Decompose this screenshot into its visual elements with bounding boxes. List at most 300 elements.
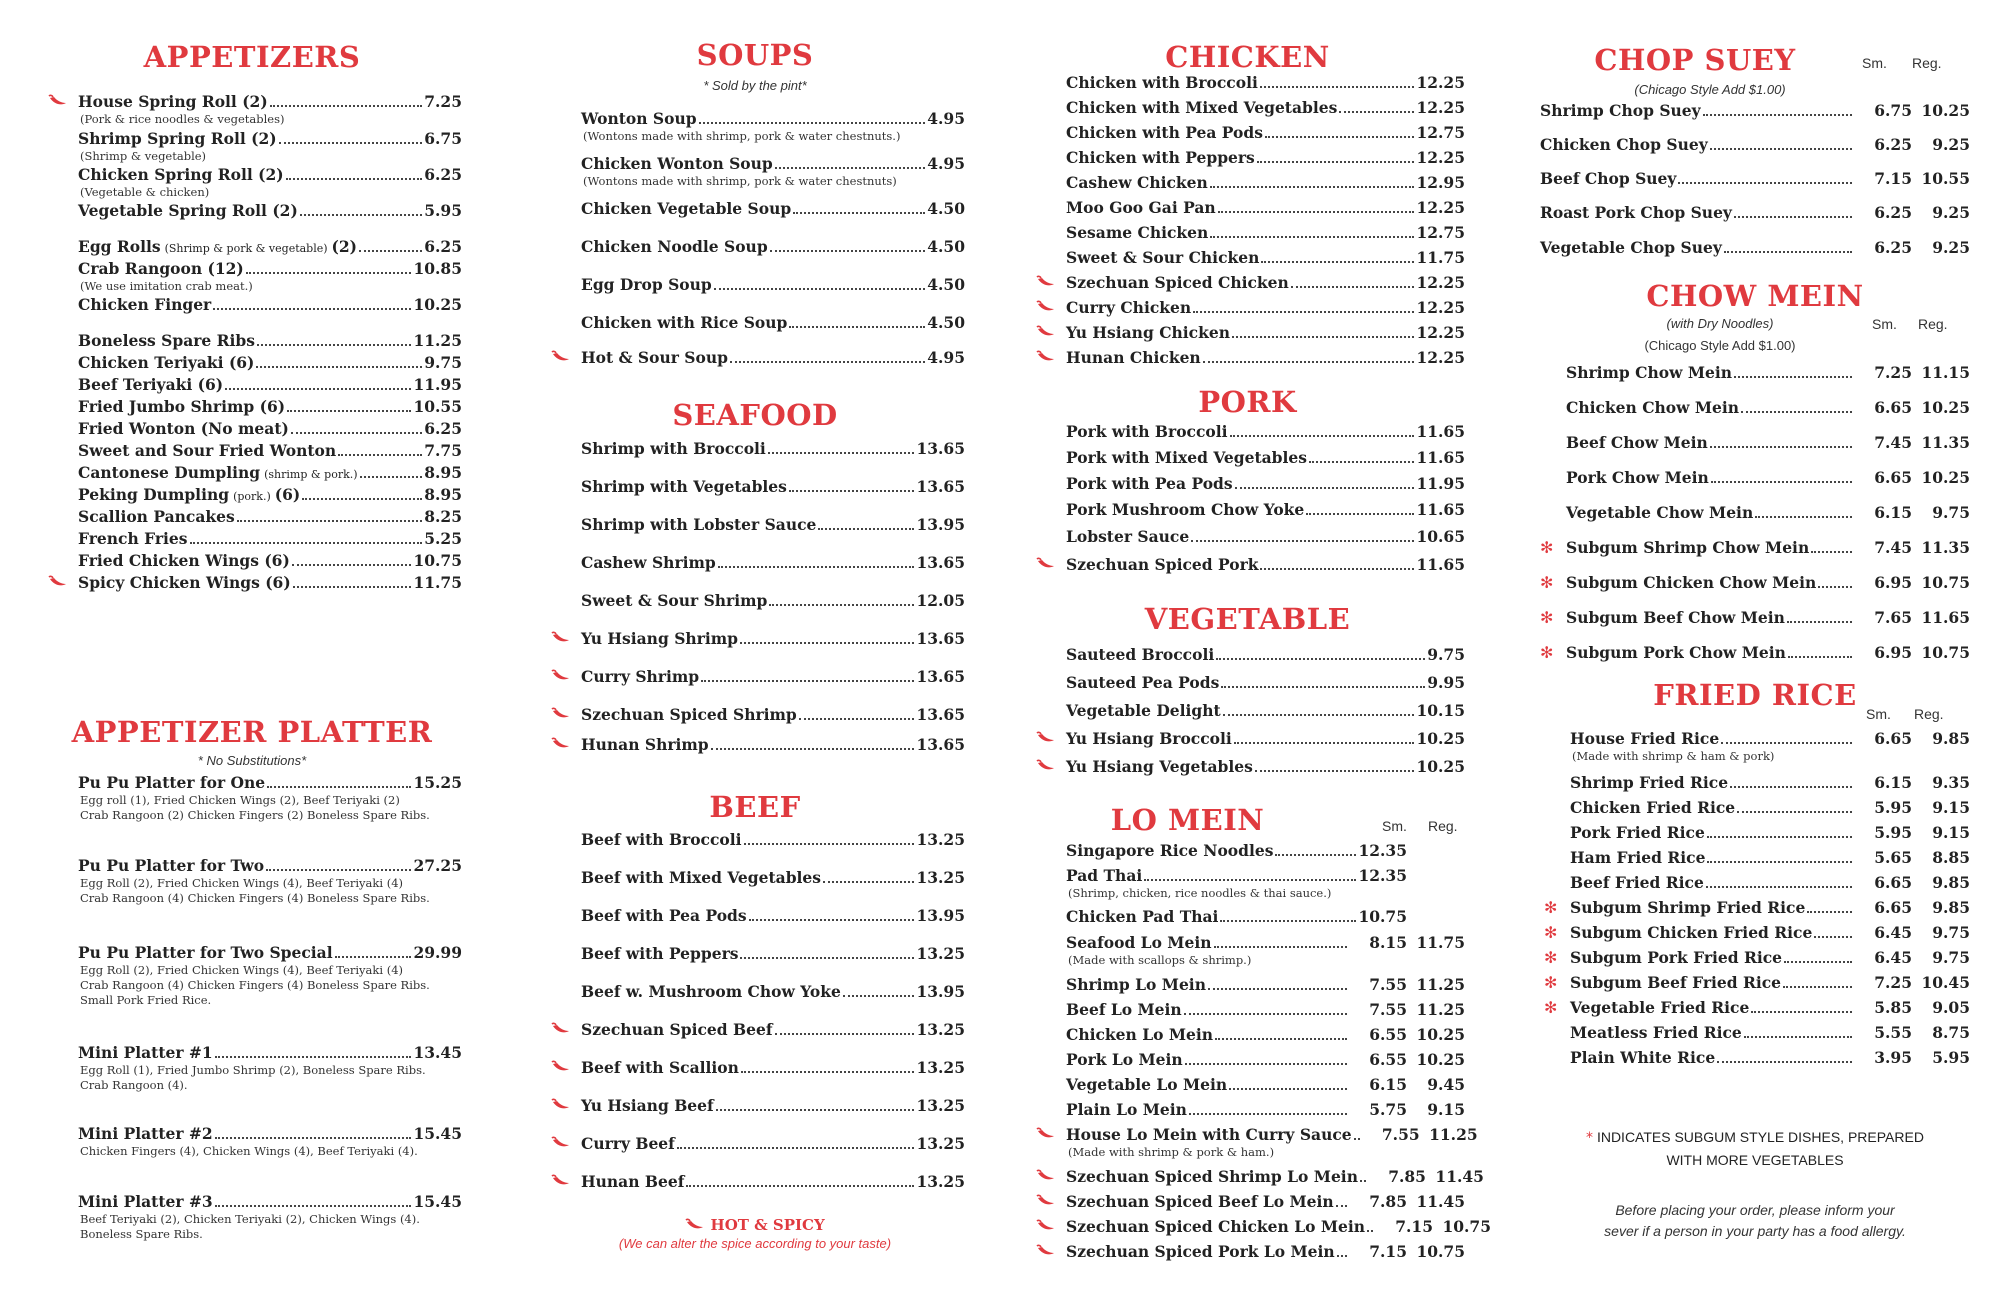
- item-name: Szechuan Spiced Shrimp Lo Mein: [1066, 1167, 1358, 1186]
- menu-item-row: [1570, 1023, 1970, 1043]
- dot-leader: [1787, 621, 1852, 623]
- item-name: Curry Shrimp: [581, 667, 700, 686]
- item-price: 15.45: [413, 1124, 462, 1143]
- menu-item: [78, 463, 462, 485]
- item-price: 12.75: [1416, 123, 1465, 142]
- menu-item-row: [581, 906, 965, 926]
- item-name: Pork with Mixed Vegetables: [1066, 448, 1307, 467]
- item-name: Cashew Chicken: [1066, 173, 1208, 192]
- dot-leader: [818, 528, 914, 530]
- menu-item: [1570, 798, 1970, 818]
- item-name: Yu Hsiang Chicken: [1066, 323, 1230, 342]
- item-price: 5.95: [424, 201, 462, 220]
- item-price-small: 7.45: [1874, 433, 1912, 452]
- item-price: 12.95: [1416, 173, 1465, 192]
- item-name: Meatless Fried Rice: [1570, 1023, 1742, 1042]
- menu-item-row: [1066, 1000, 1465, 1020]
- dot-leader: [359, 250, 422, 252]
- menu-item: [78, 129, 462, 164]
- chow-mein-reg-label: Reg.: [1918, 316, 1948, 332]
- item-description: Chicken Fingers (4), Chicken Wings (4), Beef Teriyaki (4).: [80, 1144, 418, 1158]
- menu-item-row: [581, 348, 965, 368]
- menu-item-row: [78, 529, 462, 549]
- item-name: Beef w. Mushroom Chow Yoke: [581, 982, 841, 1001]
- item-name: Crab Rangoon (12): [78, 259, 244, 278]
- menu-item: [78, 1192, 462, 1242]
- menu-item: [1570, 1048, 1970, 1068]
- dot-leader: [741, 1071, 915, 1073]
- item-price: 12.25: [1416, 298, 1465, 317]
- dot-leader: [1257, 161, 1415, 163]
- item-description: Egg roll (1), Fried Chicken Wings (2), Beef Teriyaki (2): [80, 793, 400, 807]
- menu-item-row: [1566, 398, 1970, 418]
- item-note: (Wontons made with shrimp, pork & water chestnuts): [583, 174, 897, 188]
- menu-item-row: [78, 331, 462, 351]
- dot-leader: [1234, 742, 1415, 744]
- dot-leader: [213, 308, 411, 310]
- item-name: Pad Thai: [1066, 866, 1143, 885]
- item-name: Hunan Beef: [581, 1172, 685, 1191]
- item-price: 10.65: [1416, 527, 1465, 546]
- dot-leader: [1706, 886, 1852, 888]
- menu-item-row: [1066, 448, 1465, 468]
- item-name: Plain White Rice: [1570, 1048, 1716, 1067]
- item-description: Crab Rangoon (2) Chicken Fingers (2) Boneless Spare Ribs.: [80, 808, 430, 822]
- item-price: 6.25: [424, 165, 462, 184]
- menu-item-row: [1570, 898, 1970, 918]
- menu-item: [581, 553, 965, 573]
- item-name: Mini Platter #2: [78, 1124, 213, 1143]
- dot-leader: [287, 410, 411, 412]
- dot-leader: [270, 105, 423, 107]
- menu-item-row: [581, 477, 965, 497]
- menu-item: [78, 1043, 462, 1093]
- item-note: (Wontons made with shrimp, pork & water chestnuts.): [583, 129, 901, 143]
- menu-item-row: [1540, 238, 1970, 258]
- item-price-small: 6.95: [1874, 573, 1912, 592]
- dot-leader: [1710, 446, 1852, 448]
- menu-item-row: [1570, 773, 1970, 793]
- chow-mein-sm-label: Sm.: [1872, 316, 1897, 332]
- item-price: 13.25: [916, 1096, 965, 1115]
- menu-item-row: [581, 1096, 965, 1116]
- asterisk-icon: ✻: [1540, 538, 1554, 557]
- menu-item-row: [1066, 198, 1465, 218]
- item-name: House Fried Rice: [1570, 729, 1720, 748]
- dot-leader: [1737, 811, 1852, 813]
- dot-leader: [711, 748, 915, 750]
- dot-leader: [775, 167, 925, 169]
- menu-item-row: [581, 705, 965, 725]
- menu-item: [581, 1172, 965, 1192]
- menu-item-row: [1066, 673, 1465, 693]
- menu-item: [1566, 363, 1970, 383]
- item-description: Boneless Spare Ribs.: [80, 1227, 203, 1241]
- dot-leader: [1306, 513, 1414, 515]
- menu-item-row: [1066, 729, 1465, 749]
- dot-leader: [360, 476, 423, 478]
- menu-item-row: [1066, 975, 1465, 995]
- item-price-regular: 9.45: [1427, 1075, 1465, 1094]
- item-name-note: (shrimp & pork.): [264, 468, 358, 481]
- menu-item: [1066, 701, 1465, 721]
- menu-item-row: [78, 441, 462, 461]
- item-price-regular: 11.15: [1921, 363, 1970, 382]
- dot-leader: [1811, 551, 1852, 553]
- item-price: 15.25: [413, 773, 462, 792]
- item-price: 10.15: [1416, 701, 1465, 720]
- item-price-small: 6.95: [1874, 643, 1912, 662]
- chili-pepper-icon: [1036, 1194, 1056, 1208]
- menu-item-row: [78, 485, 462, 507]
- menu-item: [581, 982, 965, 1002]
- menu-item-row: [78, 943, 462, 963]
- dot-leader: [293, 586, 412, 588]
- item-price: 13.25: [916, 944, 965, 963]
- menu-item-row: [78, 573, 462, 593]
- menu-item: [581, 705, 965, 725]
- item-name: Cantonese Dumpling: [78, 463, 261, 482]
- column-1: [42, 0, 462, 1294]
- item-price: 13.25: [916, 1134, 965, 1153]
- menu-item: [1066, 298, 1465, 318]
- menu-item: [1540, 538, 1970, 558]
- item-price: 29.99: [413, 943, 462, 962]
- menu-item: [1066, 729, 1465, 749]
- item-name: Lobster Sauce: [1066, 527, 1190, 546]
- item-price-small: 6.45: [1874, 948, 1912, 967]
- dot-leader: [1208, 988, 1347, 990]
- item-name: Beef Fried Rice: [1570, 873, 1704, 892]
- chili-pepper-icon: [48, 575, 68, 589]
- menu-item: [1066, 198, 1465, 218]
- pork-title: PORK: [1198, 385, 1297, 419]
- menu-item-row: [78, 353, 462, 373]
- menu-item: [78, 397, 462, 417]
- dot-leader: [677, 1147, 915, 1149]
- item-name: Pu Pu Platter for Two Special: [78, 943, 333, 962]
- menu-item: [1570, 773, 1970, 793]
- dot-leader: [1265, 136, 1415, 138]
- menu-item: [581, 667, 965, 687]
- seafood-title: SEAFOOD: [672, 398, 838, 432]
- menu-item-row: [581, 629, 965, 649]
- item-price: 11.65: [1416, 555, 1465, 574]
- menu-item-row: [1066, 1125, 1478, 1145]
- menu-item-row: [1066, 701, 1465, 721]
- menu-item-row: [1570, 923, 1970, 943]
- dot-leader: [1218, 211, 1415, 213]
- dot-leader: [1260, 86, 1415, 88]
- dot-leader: [1807, 911, 1852, 913]
- menu-item-row: [581, 667, 965, 687]
- menu-item-row: [1570, 973, 1970, 993]
- item-name: Szechuan Spiced Pork: [1066, 555, 1259, 574]
- asterisk-icon: ✻: [1540, 608, 1554, 627]
- dot-leader: [1818, 586, 1852, 588]
- item-price: 13.65: [916, 629, 965, 648]
- item-price: 4.95: [927, 154, 965, 173]
- menu-item-row: [78, 237, 462, 259]
- menu-item: [78, 773, 462, 823]
- item-price-small: 6.25: [1874, 135, 1912, 154]
- item-price-small: 7.55: [1381, 1125, 1420, 1144]
- dot-leader: [1261, 261, 1414, 263]
- item-price: 5.25: [424, 529, 462, 548]
- item-price: 10.75: [413, 551, 462, 570]
- menu-item: [1066, 1167, 1484, 1187]
- chili-pepper-icon: [551, 737, 571, 751]
- menu-item-row: [581, 868, 965, 888]
- item-price: 6.25: [424, 419, 462, 438]
- lo-mein-sm-label: Sm.: [1382, 818, 1407, 834]
- menu-item: [1540, 101, 1970, 121]
- dot-leader: [1215, 1038, 1347, 1040]
- menu-item: [78, 92, 462, 127]
- menu-item-row: [1566, 503, 1970, 523]
- item-price: 12.25: [1416, 273, 1465, 292]
- item-price-small: 6.25: [1874, 238, 1912, 257]
- menu-item: [1066, 1050, 1465, 1070]
- dot-leader: [1354, 1138, 1360, 1140]
- menu-item-row: [1066, 527, 1465, 547]
- dot-leader: [1185, 1063, 1347, 1065]
- dot-leader: [1255, 770, 1415, 772]
- allergy-notice: [1540, 1200, 1970, 1242]
- dot-leader: [267, 786, 411, 788]
- menu-item-row: [581, 591, 965, 611]
- item-price-small: 6.55: [1369, 1050, 1407, 1069]
- lo-mein-reg-label: Reg.: [1428, 818, 1458, 834]
- item-name: Beef with Broccoli: [581, 830, 742, 849]
- item-price: 13.25: [916, 1058, 965, 1077]
- item-price: 13.45: [413, 1043, 462, 1062]
- item-price: 11.65: [1416, 422, 1465, 441]
- allergy-line-1: Before placing your order, please inform your: [1615, 1202, 1895, 1218]
- item-note: (Pork & rice noodles & vegetables): [80, 112, 285, 126]
- menu-item-row: [581, 982, 965, 1002]
- item-name: Subgum Pork Chow Mein: [1566, 643, 1786, 662]
- chili-pepper-icon: [1036, 300, 1056, 314]
- item-name: Chicken with Rice Soup: [581, 313, 788, 332]
- chop-suey-reg-label: Reg.: [1912, 55, 1942, 71]
- item-name: Chicken Noodle Soup: [581, 237, 768, 256]
- chili-pepper-icon: [551, 1136, 571, 1150]
- menu-item-row: [1066, 298, 1465, 318]
- menu-item: [1066, 866, 1465, 901]
- menu-item: [78, 485, 462, 507]
- asterisk-icon: ✻: [1540, 643, 1554, 662]
- menu-item: [1540, 238, 1970, 258]
- item-name: Subgum Chicken Fried Rice: [1570, 923, 1813, 942]
- menu-item-row: [1540, 135, 1970, 155]
- legend-line-2: WITH MORE VEGETABLES: [1666, 1152, 1844, 1168]
- item-price: 12.25: [1416, 148, 1465, 167]
- menu-item-row: [1570, 948, 1970, 968]
- menu-item-row: [1570, 729, 1970, 749]
- menu-item-row: [581, 830, 965, 850]
- item-price-small: 6.65: [1874, 873, 1912, 892]
- menu-item-row: [581, 199, 965, 219]
- item-note: (Vegetable & chicken): [80, 185, 210, 199]
- dot-leader: [1275, 854, 1356, 856]
- menu-item-row: [1566, 573, 1970, 593]
- chili-pepper-icon: [1036, 1127, 1056, 1141]
- dot-leader: [799, 718, 915, 720]
- dot-leader: [257, 344, 411, 346]
- menu-item: [581, 944, 965, 964]
- dot-leader: [215, 1056, 412, 1058]
- dot-leader: [716, 1109, 915, 1111]
- item-name: Mini Platter #1: [78, 1043, 213, 1062]
- chicken-title: CHICKEN: [1165, 40, 1330, 74]
- item-name: Peking Dumpling: [78, 485, 230, 504]
- menu-item: [1540, 573, 1970, 593]
- menu-item: [581, 477, 965, 497]
- item-price: 12.35: [1358, 841, 1407, 860]
- item-name: Moo Goo Gai Pan: [1066, 198, 1216, 217]
- menu-item: [1066, 348, 1465, 368]
- menu-item-row: [1066, 907, 1465, 927]
- item-name: Sesame Chicken: [1066, 223, 1209, 242]
- item-price-regular: 11.35: [1921, 433, 1970, 452]
- dot-leader: [1744, 1036, 1852, 1038]
- item-price-regular: 9.85: [1932, 898, 1970, 917]
- menu-item-row: [581, 735, 965, 755]
- menu-item-row: [1066, 645, 1465, 665]
- item-price-regular: 9.25: [1932, 238, 1970, 257]
- menu-item-row: [78, 463, 462, 485]
- dot-leader: [699, 122, 926, 124]
- hot-spicy-key: [545, 1216, 965, 1234]
- chili-pepper-icon: [1036, 275, 1056, 289]
- dot-leader: [1755, 516, 1852, 518]
- menu-item: [78, 943, 462, 1008]
- item-price-regular: 9.05: [1932, 998, 1970, 1017]
- dot-leader: [775, 1033, 915, 1035]
- menu-item-row: [581, 109, 965, 129]
- item-name: Beef with Scallion: [581, 1058, 739, 1077]
- dot-leader: [1193, 311, 1414, 313]
- item-price: 12.75: [1416, 223, 1465, 242]
- menu-item-row: [1066, 500, 1465, 520]
- menu-item: [581, 629, 965, 649]
- item-price: 4.50: [927, 237, 965, 256]
- menu-item-row: [78, 375, 462, 395]
- item-name: Chicken with Broccoli: [1066, 73, 1258, 92]
- hot-spicy-label: HOT & SPICY: [710, 1216, 825, 1234]
- chop-suey-subtitle: (Chicago Style Add $1.00): [1634, 82, 1786, 97]
- dot-leader: [789, 490, 915, 492]
- item-name-suffix: (6): [274, 485, 301, 504]
- chili-pepper-icon: [685, 1218, 705, 1232]
- item-price: 4.50: [927, 199, 965, 218]
- dot-leader: [1260, 568, 1414, 570]
- item-name: Chicken Wonton Soup: [581, 154, 773, 173]
- item-name: Curry Chicken: [1066, 298, 1192, 317]
- dot-leader: [1291, 286, 1415, 288]
- item-name: Shrimp Fried Rice: [1570, 773, 1729, 792]
- item-price: 4.95: [927, 109, 965, 128]
- item-name: Cashew Shrimp: [581, 553, 716, 572]
- menu-item: [1066, 1242, 1465, 1262]
- asterisk-icon: ✻: [1540, 573, 1554, 592]
- item-price: 13.65: [916, 705, 965, 724]
- item-price-small: 6.15: [1874, 773, 1912, 792]
- menu-item: [581, 906, 965, 926]
- item-name: Shrimp with Vegetables: [581, 477, 787, 496]
- menu-item-row: [581, 553, 965, 573]
- dot-leader: [1336, 1205, 1347, 1207]
- item-price: 12.25: [1416, 98, 1465, 117]
- dot-leader: [1703, 114, 1852, 116]
- menu-item-row: [581, 237, 965, 257]
- dot-leader: [1235, 487, 1415, 489]
- item-price-small: 6.15: [1369, 1075, 1407, 1094]
- item-price: 10.75: [1358, 907, 1407, 926]
- item-name: Sauteed Pea Pods: [1066, 673, 1220, 692]
- soups-title: SOUPS: [696, 38, 814, 72]
- menu-item-row: [1570, 798, 1970, 818]
- item-name: Sweet & Sour Chicken: [1066, 248, 1260, 267]
- item-name: Vegetable Chop Suey: [1540, 238, 1722, 257]
- item-price-regular: 10.25: [1921, 398, 1970, 417]
- chili-pepper-icon: [551, 350, 571, 364]
- menu-item: [581, 1058, 965, 1078]
- menu-item: [581, 154, 965, 189]
- menu-item: [581, 1020, 965, 1040]
- dot-leader: [730, 361, 925, 363]
- item-price: 13.65: [916, 439, 965, 458]
- dot-leader: [1230, 435, 1415, 437]
- dot-leader: [768, 452, 915, 454]
- asterisk-icon: ✻: [1544, 998, 1558, 1017]
- item-price: 13.25: [916, 868, 965, 887]
- menu-item: [1066, 123, 1465, 143]
- item-price-regular: 10.75: [1416, 1242, 1465, 1261]
- item-price: 10.25: [413, 295, 462, 314]
- item-price: 11.65: [1416, 500, 1465, 519]
- dot-leader: [1724, 251, 1852, 253]
- menu-item-row: [1566, 608, 1970, 628]
- chili-pepper-icon: [1036, 1244, 1056, 1258]
- menu-item-row: [1066, 98, 1465, 118]
- menu-item: [1066, 1075, 1465, 1095]
- item-name: Vegetable Spring Roll (2): [78, 201, 298, 220]
- menu-item-row: [1566, 643, 1970, 663]
- menu-item-row: [1566, 538, 1970, 558]
- menu-item: [581, 868, 965, 888]
- item-price-small: 7.45: [1874, 538, 1912, 557]
- item-name: Subgum Beef Chow Mein: [1566, 608, 1785, 627]
- item-price: 4.95: [927, 348, 965, 367]
- item-name: Pork with Pea Pods: [1066, 474, 1233, 493]
- item-name: Beef Teriyaki (6): [78, 375, 224, 394]
- item-price: 10.55: [413, 397, 462, 416]
- item-name: Chicken Chop Suey: [1540, 135, 1708, 154]
- chili-pepper-icon: [1036, 350, 1056, 364]
- item-name: Subgum Shrimp Chow Mein: [1566, 538, 1810, 557]
- item-price-regular: 9.15: [1932, 823, 1970, 842]
- item-price: 6.25: [424, 237, 462, 256]
- menu-item-row: [581, 275, 965, 295]
- chili-pepper-icon: [551, 1022, 571, 1036]
- item-price: 10.25: [1416, 729, 1465, 748]
- menu-item: [1066, 841, 1465, 861]
- item-price-small: 5.95: [1874, 798, 1912, 817]
- item-name: Beef with Pea Pods: [581, 906, 747, 925]
- dot-leader: [1339, 111, 1414, 113]
